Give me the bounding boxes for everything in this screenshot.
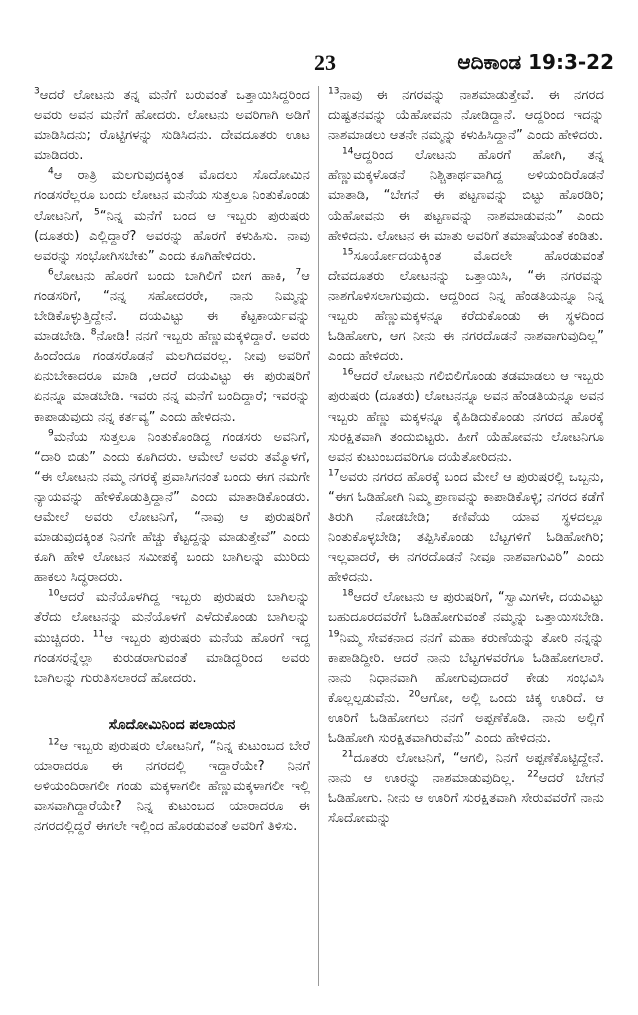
running-head: ಆದಿಕಾಂಡ 19:3-22 xyxy=(457,50,614,74)
verse-paragraph xyxy=(34,588,310,688)
verse-paragraph xyxy=(328,86,604,146)
verse-text: ಆದರೆ ಲೋಟನು ತನ್ನ ಮನೆಗೆ ಬರುವಂತೆ ಒತ್ತಾಯಿಸಿದ್ದರಿಂದ ಅವರು ಅವನ ಮನೆಗೆ ಹೋದರು. ಲೋಟನು ಅವರಿಗಾಗಿ ಅಡಿಗೆ ಮಾಡಿಸಿದನು; ರೊಟ್ಟಿಗಳನ್ನು ಸುಡಿಸಿದನು. ದೇವದೂತರು ಊಟ ಮಾಡಿದರು. xyxy=(34,88,310,164)
verse-number: 21 xyxy=(342,749,354,760)
verse-text: ನೋಡಿ! ನನಗೆ ಇಬ್ಬರು ಹೆಣ್ಣುಮಕ್ಕಳಿದ್ದಾರೆ. ಅವರು ಹಿಂದೆಂದೂ ಗಂಡಸರೊಡನೆ ಮಲಗಿದವರಲ್ಲ. ನೀವು ಅವರಿಗೆ ಏನುಬೇಕಾದರೂ ಮಾಡಿ ,ಆದರೆ ದಯವಿಟ್ಟು ಈ ಪುರುಷರಿಗೆ ಏನನ್ನೂ ಮಾಡಬೇಡಿ. ಇವರು ನನ್ನ ಮನೆಗೆ ಬಂದಿದ್ದಾರೆ; ಇವರನ್ನು ಕಾಪಾಡುವುದು ನನ್ನ ಕರ್ತವ್ಯ” ಎಂದು ಹೇಳಿದನು. xyxy=(34,329,310,425)
verse-number: 22 xyxy=(527,769,539,780)
verse-paragraph xyxy=(328,367,604,467)
verse-number: 17 xyxy=(328,468,340,479)
verse-text: ಆದರೆ ಮನೆಯೊಳಗಿದ್ದ ಇಬ್ಬರು ಪುರುಷರು ಬಾಗಿಲನ್ನು ತೆರೆದು ಲೋಟನನ್ನು ಮನೆಯೊಳಗೆ ಎಳೆದುಕೊಂಡು ಬಾಗಿಲನ್ನು ಮುಚ್ಚಿದರು. xyxy=(34,590,310,646)
verse-number: 5 xyxy=(94,207,100,218)
verse-number: 15 xyxy=(342,247,354,258)
verse-text: ನಿಮ್ಮ ಸೇವಕನಾದ ನನಗೆ ಮಹಾ ಕರುಣೆಯನ್ನು ತೋರಿ ನನ್ನನ್ನು ಕಾಪಾಡಿದ್ದೀರಿ. ಆದರೆ ನಾನು ಬೆಟ್ಟಗಳವರೆಗೂ ಓಡಿಹೋಗಲಾರೆ. ನಾನು ನಿಧಾನವಾಗಿ ಹೋಗುವುದಾದರೆ ಕೇಡು ಸಂಭವಿಸಿ ಕೊಲ್ಲಲ್ಪಡುವೆನು. xyxy=(328,630,604,706)
verse-text: ಆ ರಾತ್ರಿ ಮಲಗುವುದಕ್ಕಿಂತ ಮೊದಲು ಸೊದೋಮಿನ ಗಂಡಸರೆಲ್ಲರೂ ಬಂದು ಲೋಟನ ಮನೆಯ ಸುತ್ತಲೂ ನಿಂತುಕೊಂಡು ಲೋಟನಿಗೆ, xyxy=(34,168,310,224)
verse-number: 19 xyxy=(328,629,340,640)
verse-paragraph xyxy=(34,166,310,266)
verse-paragraph xyxy=(328,146,604,246)
verse-text: ಲೋಟನು ಹೊರಗೆ ಬಂದು ಬಾಗಿಲಿಗೆ ಬೀಗ ಹಾಕಿ, xyxy=(53,268,286,284)
verse-number: 11 xyxy=(92,629,105,640)
verse-paragraph xyxy=(328,588,604,749)
verse-paragraph xyxy=(328,749,604,829)
verse-text: ಆದರೆ ಲೋಟನು ಗಲಿಬಿಲಿಗೊಂಡು ತಡಮಾಡಲು ಆ ಇಬ್ಬರು ಪುರುಷರು (ದೂತರು) ಲೋಟನನ್ನೂ ಅವನ ಹೆಂಡತಿಯನ್ನೂ ಅವನ ಇಬ್ಬರು ಹೆಣ್ಣು ಮಕ್ಕಳನ್ನೂ ಕೈಹಿಡಿದುಕೊಂಡು ನಗರದ ಹೊರಕ್ಕೆ ಸುರಕ್ಷಿತವಾಗಿ ತಂದುಬಿಟ್ಟರು. ಹೀಗೆ ಯೆಹೋವನು ಲೋಟನಿಗೂ ಅವನ ಕುಟುಂಬದವರಿಗೂ ದಯೆತೋರಿದನು. xyxy=(328,369,604,465)
verse-text: ಆ ಗಂಡಸರಿಗೆ, “ನನ್ನ ಸಹೋದರರೇ, ನಾನು ನಿಮ್ಮನ್ನು ಬೇಡಿಕೊಳ್ಳುತ್ತಿದ್ದೇನೆ. ದಯವಿಟ್ಟು ಈ ಕೆಟ್ಟಕಾರ್ಯವನ್ನು ಮಾಡಬೇಡಿ. xyxy=(34,268,310,345)
column-divider xyxy=(318,86,319,986)
verse-number: 14 xyxy=(342,146,354,157)
verse-paragraph xyxy=(328,468,604,589)
verse-number: 6 xyxy=(48,267,54,278)
verse-text: ಆದರೆ ಲೋಟನು ಆ ಪುರುಷರಿಗೆ, “ಸ್ವಾಮಿಗಳೇ, ದಯವಿಟ್ಟು ಬಹುದೂರದವರೆಗೆ ಓಡಿಹೋಗುವಂತೆ ನಮ್ಮನ್ನು ಒತ್ತಾಯಿಸಬೇಡಿ. xyxy=(328,590,604,626)
verse-paragraph xyxy=(328,247,604,368)
right-column xyxy=(328,86,604,829)
verse-number: 4 xyxy=(48,166,54,177)
verse-paragraph xyxy=(34,737,310,837)
verse-number: 7 xyxy=(295,267,302,278)
verse-paragraph xyxy=(34,267,310,428)
verse-paragraph xyxy=(34,86,310,166)
verse-paragraph xyxy=(34,428,310,589)
verse-number: 8 xyxy=(90,327,97,338)
left-column xyxy=(34,86,310,837)
verse-number: 18 xyxy=(342,588,354,599)
verse-number: 16 xyxy=(342,367,354,378)
verse-text: ದೂತರು ಲೋಟನಿಗೆ, “ಆಗಲಿ, ನಿನಗೆ ಅಪ್ಪಣೆಕೊಟ್ಟಿದ್ದೇನೆ. ನಾನು ಆ ಊರನ್ನು ನಾಶಮಾಡುವುದಿಲ್ಲ. xyxy=(328,751,604,787)
verse-text: ಆದರೆ ಬೇಗನೆ ಓಡಿಹೋಗು. ನೀನು ಆ ಊರಿಗೆ ಸುರಕ್ಷಿತವಾಗಿ ಸೇರುವವರೆಗೆ ನಾನು ಸೊದೋಮನ್ನು xyxy=(328,771,604,827)
verse-text: ಸೂರ್ಯೋದಯಕ್ಕಿಂತ ಮೊದಲೇ ಹೊರಡುವಂತೆ ದೇವದೂತರು ಲೋಟನನ್ನು ಒತ್ತಾಯಿಸಿ, “ಈ ನಗರವನ್ನು ನಾಶಗೊಳಿಸಲಾಗುವುದು. ಆದ್ದರಿಂದ ನಿನ್ನ ಹೆಂಡತಿಯನ್ನೂ ನಿನ್ನ ಇಬ್ಬರು ಹೆಣ್ಣುಮಕ್ಕಳನ್ನೂ ಕರೆದುಕೊಂಡು ಈ ಸ್ಥಳದಿಂದ ಓಡಿಹೋಗು, ಆಗ ನೀನು ಈ ನಗರದೊಡನೆ ನಾಶವಾಗುವುದಿಲ್ಲ” ಎಂದು ಹೇಳಿದರು. xyxy=(328,248,604,365)
verse-number: 12 xyxy=(48,737,60,748)
verse-text: ಆದ್ದರಿಂದ ಲೋಟನು ಹೊರಗೆ ಹೋಗಿ, ತನ್ನ ಹೆಣ್ಣುಮಕ್ಕಳೊಡನೆ ನಿಶ್ಚಿತಾರ್ಥವಾಗಿದ್ದ ಅಳಿಯಂದಿರೊಡನೆ ಮಾತಾಡಿ, “ಬೇಗನೆ ಈ ಪಟ್ಟಣವನ್ನು ಬಿಟ್ಟು ಹೊರಡಿರಿ; ಯೆಹೋವನು ಈ ಪಟ್ಟಣವನ್ನು ನಾಶಮಾಡುವನು” ಎಂದು ಹೇಳಿದನು. ಲೋಟನ ಈ ಮಾತು ಅವರಿಗೆ ತಮಾಷೆಯಂತೆ ಕಂಡಿತು. xyxy=(328,148,604,244)
verse-text: ನಾವು ಈ ನಗರವನ್ನು ನಾಶಮಾಡುತ್ತೇವೆ. ಈ ನಗರದ ದುಷ್ಟತನವನ್ನು ಯೆಹೋವನು ನೋಡಿದ್ದಾನೆ. ಆದ್ದರಿಂದ ಇದನ್ನು ನಾಶಮಾಡಲು ಆತನೇ ನಮ್ಮನ್ನು ಕಳುಹಿಸಿದ್ದಾನೆ” ಎಂದು ಹೇಳಿದರು. xyxy=(328,88,604,144)
verse-number: 3 xyxy=(34,86,40,97)
verse-text: “ನಿನ್ನ ಮನೆಗೆ ಬಂದ ಆ ಇಬ್ಬರು ಪುರುಷರು (ದೂತರು) ಎಲ್ಲಿದ್ದಾರೆ? ಅವರನ್ನು ಹೊರಗೆ ಕಳುಹಿಸು. ನಾವು ಅವರನ್ನು ಸಂಭೋಗಿಸಬೇಕು” ಎಂದು ಕೂಗಿಹೇಳಿದರು. xyxy=(34,208,310,264)
verse-number: 13 xyxy=(328,86,340,97)
page-number: 23 xyxy=(314,50,336,75)
verse-number: 9 xyxy=(48,428,54,439)
verse-number: 10 xyxy=(48,588,60,599)
section-heading: ಸೊದೋಮಿನಿಂದ ಪಲಾಯನ xyxy=(108,716,236,733)
verse-text: ಮನೆಯ ಸುತ್ತಲೂ ನಿಂತುಕೊಂಡಿದ್ದ ಗಂಡಸರು ಅವನಿಗೆ, “ದಾರಿ ಬಿಡು” ಎಂದು ಕೂಗಿದರು. ಆಮೇಲೆ ಅವರು ತಮ್ಮೊಳಗೆ, “ಈ ಲೋಟನು ನಮ್ಮ ನಗರಕ್ಕೆ ಪ್ರವಾಸಿಗನಂತೆ ಬಂದು ಈಗ ನಮಗೇ ನ್ಯಾಯವನ್ನು ಹೇಳಿಕೊಡುತ್ತಿದ್ದಾನೆ” ಎಂದು ಮಾತಾಡಿಕೊಂಡರು. ಆಮೇಲೆ ಅವರು ಲೋಟನಿಗೆ, “ನಾವು ಆ ಪುರುಷರಿಗೆ ಮಾಡುವುದಕ್ಕಿಂತ ನಿನಗೇ ಹೆಚ್ಚು ಕೆಟ್ಟದ್ದನ್ನು ಮಾಡುತ್ತೇವೆ” ಎಂದು ಕೂಗಿ ಹೇಳಿ ಲೋಟನ ಸಮೀಪಕ್ಕೆ ಬಂದು ಬಾಗಿಲನ್ನು ಮುರಿದು ಹಾಕಲು ಸಿದ್ಧರಾದರು. xyxy=(34,429,310,586)
verse-text: ಆಗೋ, ಅಲ್ಲಿ ಒಂದು ಚಿಕ್ಕ ಊರಿದೆ. ಆ ಊರಿಗೆ ಓಡಿಹೋಗಲು ನನಗೆ ಅಪ್ಪಣೆಕೊಡಿ. ನಾನು ಅಲ್ಲಿಗೆ ಓಡಿಹೋಗಿ ಸುರಕ್ಷಿತವಾಗಿರುವೆನು” ಎಂದು ಹೇಳಿದನು. xyxy=(328,690,604,746)
verse-text: ಅವರು ನಗರದ ಹೊರಕ್ಕೆ ಬಂದ ಮೇಲೆ ಆ ಪುರುಷರಲ್ಲಿ ಒಬ್ಬನು, “ಈಗ ಓಡಿಹೋಗಿ ನಿಮ್ಮ ಪ್ರಾಣವನ್ನು ಕಾಪಾಡಿಕೊಳ್ಳಿ; ನಗರದ ಕಡೆಗೆ ತಿರುಗಿ ನೋಡಬೇಡಿ; ಕಣಿವೆಯ ಯಾವ ಸ್ಥಳದಲ್ಲೂ ನಿಂತುಕೊಳ್ಳಬೇಡಿ; ತಪ್ಪಿಸಿಕೊಂಡು ಬೆಟ್ಟಗಳಿಗೆ ಓಡಿಹೋಗಿರಿ; ಇಲ್ಲವಾದರೆ, ಈ ನಗರದೊಡನೆ ನೀವೂ ನಾಶವಾಗುವಿರಿ” ಎಂದು ಹೇಳಿದನು. xyxy=(328,469,604,586)
verse-number: 20 xyxy=(408,689,421,700)
verse-text: ಆ ಇಬ್ಬರು ಪುರುಷರು ಮನೆಯ ಹೊರಗೆ ಇದ್ದ ಗಂಡಸರನ್ನೆಲ್ಲಾ ಕುರುಡರಾಗುವಂತೆ ಮಾಡಿದ್ದರಿಂದ ಅವರು ಬಾಗಿಲನ್ನು ಗುರುತಿಸಲಾರದೆ ಹೋದರು. xyxy=(34,630,310,686)
verse-text: ಆ ಇಬ್ಬರು ಪುರುಷರು ಲೋಟನಿಗೆ, “ನಿನ್ನ ಕುಟುಂಬದ ಬೇರೆ ಯಾರಾದರೂ ಈ ನಗರದಲ್ಲಿ ಇದ್ದಾರೆಯೇ? ನಿನಗೆ ಅಳಿಯಂದಿರಾಗಲೀ ಗಂಡು ಮಕ್ಕಳಾಗಲೀ ಹೆಣ್ಣುಮಕ್ಕಳಾಗಲೀ ಇಲ್ಲಿ ವಾಸವಾಗಿದ್ದಾರೆಯೇ? ನಿನ್ನ ಕುಟುಂಬದ ಯಾರಾದರೂ ಈ ನಗರದಲ್ಲಿದ್ದರೆ ಈಗಲೇ ಇಲ್ಲಿಂದ ಹೊರಡುವಂತೆ ಅವರಿಗೆ ತಿಳಿಸು. xyxy=(34,738,310,835)
